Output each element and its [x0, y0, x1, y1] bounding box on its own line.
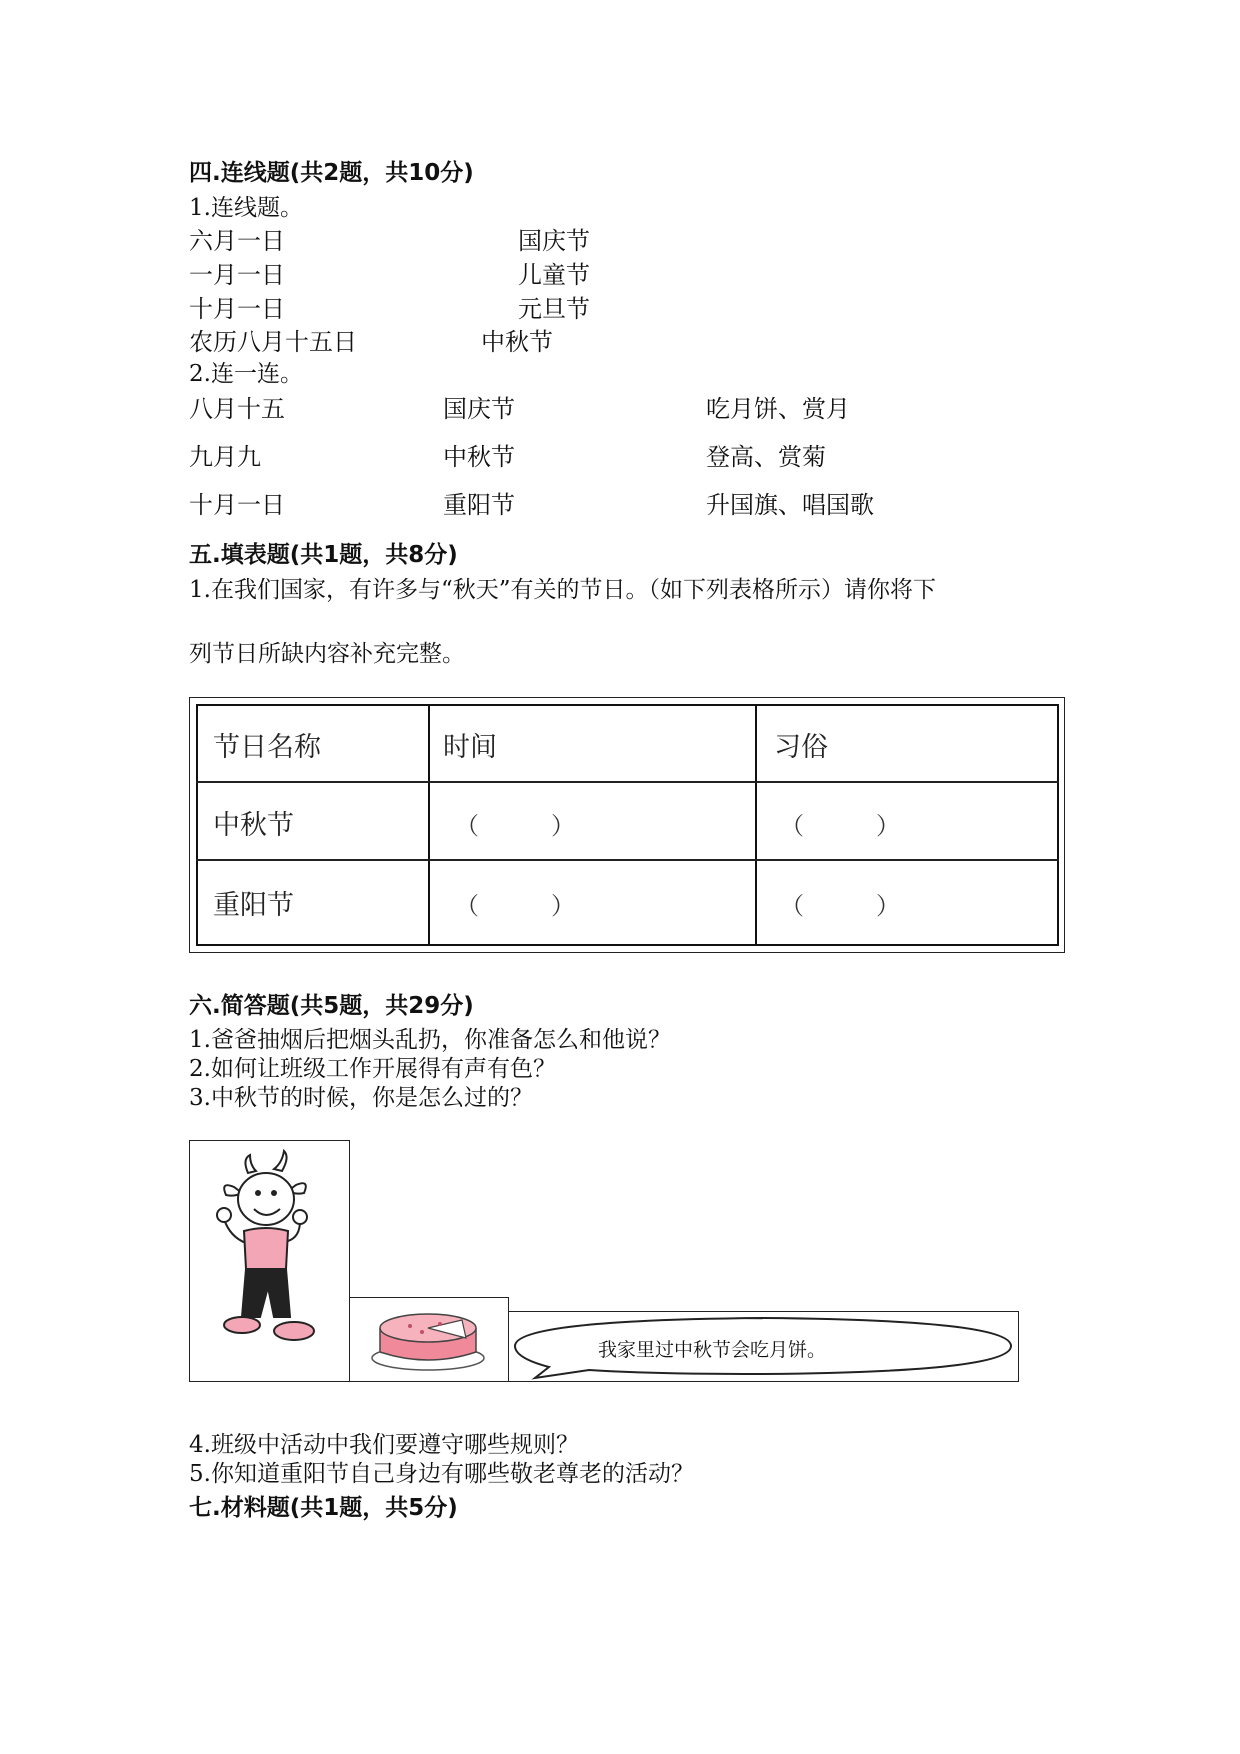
mooncake-panel	[349, 1297, 509, 1382]
cartoon-goat-panel	[189, 1140, 350, 1382]
match-right-item: 儿童节	[518, 261, 590, 289]
table-blank-custom[interactable]: （ ）	[780, 812, 900, 840]
short-answer-question: 1.爸爸抽烟后把烟头乱扔，你准备怎么和他说？	[189, 1027, 671, 1053]
match-left-item: 农历八月十五日	[189, 328, 357, 356]
table-header-cell: 节日名称	[213, 732, 321, 763]
connect-col1-item: 八月十五	[189, 395, 285, 423]
connect-col1-item: 九月九	[189, 443, 261, 471]
table-blank-custom[interactable]: （ ）	[780, 892, 900, 920]
connect-col3-item: 升国旗、唱国歌	[706, 491, 874, 519]
connect-col2-item: 国庆节	[443, 395, 515, 423]
table-blank-time[interactable]: （ ）	[455, 892, 575, 920]
connect-col1-item: 十月一日	[189, 491, 285, 519]
table-row-name: 中秋节	[213, 810, 294, 841]
table-header-cell: 习俗	[774, 732, 828, 763]
table-divider	[755, 704, 757, 946]
short-answer-question: 4.班级中活动中我们要遵守哪些规则？	[189, 1432, 579, 1458]
match-left-item: 六月一日	[189, 227, 285, 255]
table-divider	[428, 704, 430, 946]
q1-prompt: 1.连线题。	[189, 195, 303, 221]
q1-text-line2: 列节日所缺内容补充完整。	[189, 641, 465, 667]
table-blank-time[interactable]: （ ）	[455, 812, 575, 840]
short-answer-question: 5.你知道重阳节自己身边有哪些敬老尊老的活动？	[189, 1461, 694, 1487]
table-header-cell: 时间	[443, 732, 497, 763]
section-5-title: 五.填表题(共1题，共8分)	[189, 542, 458, 568]
q2-prompt: 2.连一连。	[189, 361, 303, 387]
match-left-item: 一月一日	[189, 261, 285, 289]
mooncake-icon	[350, 1298, 506, 1380]
connect-col2-item: 中秋节	[443, 443, 515, 471]
table-divider	[196, 859, 1059, 861]
q1-text-line1: 1.在我们国家，有许多与“秋天”有关的节日。（如下列表格所示）请你将下	[189, 577, 936, 603]
section-7-title: 七.材料题(共1题，共5分)	[189, 1495, 458, 1521]
short-answer-question: 2.如何让班级工作开展得有声有色？	[189, 1056, 556, 1082]
speech-bubble-text: 我家里过中秋节会吃月饼。	[598, 1339, 827, 1361]
connect-col3-item: 登高、赏菊	[706, 443, 826, 471]
connect-col2-item: 重阳节	[443, 491, 515, 519]
section-6-title: 六.简答题(共5题，共29分)	[189, 993, 474, 1019]
connect-col3-item: 吃月饼、赏月	[706, 395, 850, 423]
cartoon-goat-icon	[190, 1141, 348, 1379]
match-right-item: 中秋节	[481, 328, 553, 356]
match-left-item: 十月一日	[189, 295, 285, 323]
table-row-name: 重阳节	[213, 890, 294, 921]
section-4-title: 四.连线题(共2题，共10分)	[189, 160, 474, 186]
match-right-item: 元旦节	[518, 295, 590, 323]
table-divider	[196, 781, 1059, 783]
match-right-item: 国庆节	[518, 227, 590, 255]
short-answer-question: 3.中秋节的时候，你是怎么过的？	[189, 1085, 533, 1111]
holiday-table	[196, 704, 1059, 946]
